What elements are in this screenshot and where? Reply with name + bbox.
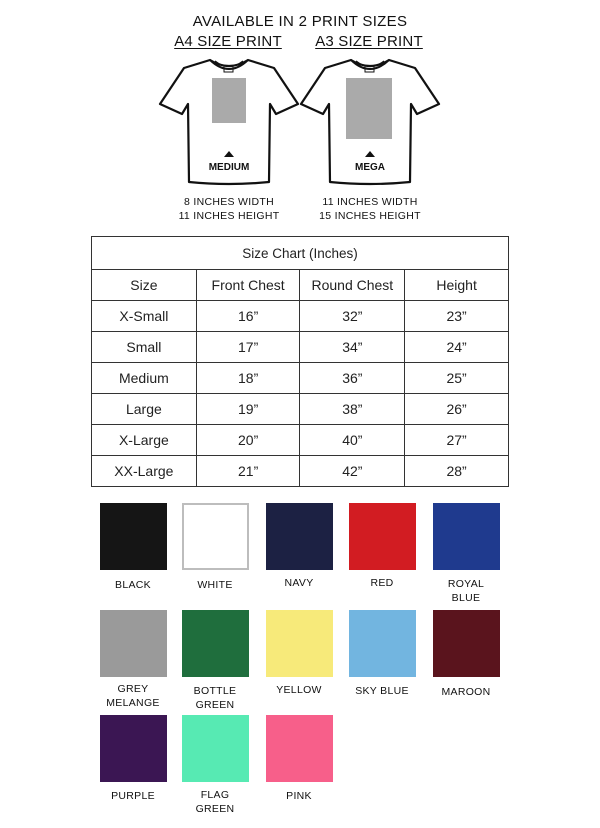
a4-shirt-label: MEDIUM bbox=[208, 162, 250, 173]
color-label-yellow: YELLOW bbox=[276, 684, 322, 696]
color-label-bottle-green: BOTTLE GREEN bbox=[193, 685, 237, 711]
table-cell: 34” bbox=[300, 332, 405, 363]
color-label-pink: PINK bbox=[286, 790, 312, 802]
table-cell: 42” bbox=[300, 456, 405, 487]
a3-size-label: A3 SIZE PRINT bbox=[315, 33, 423, 50]
table-cell: 18” bbox=[196, 363, 300, 394]
a4-height-text: 11 INCHES HEIGHT bbox=[178, 210, 280, 222]
size-chart-title: Size Chart (Inches) bbox=[92, 237, 509, 270]
color-swatch-navy[interactable] bbox=[266, 503, 333, 570]
table-row bbox=[92, 363, 509, 394]
table-header-row bbox=[92, 270, 509, 301]
color-label-red: RED bbox=[370, 577, 394, 589]
table-cell: 40” bbox=[300, 425, 405, 456]
table-cell: 32” bbox=[300, 301, 405, 332]
a4-size-label: A4 SIZE PRINT bbox=[174, 33, 282, 50]
table-cell: 17” bbox=[196, 332, 300, 363]
table-cell: 16” bbox=[196, 301, 300, 332]
table-cell: 21” bbox=[196, 456, 300, 487]
a4-dimensions bbox=[154, 195, 304, 223]
table-cell: 24” bbox=[405, 332, 509, 363]
a3-dimensions bbox=[295, 195, 445, 223]
a3-height-text: 15 INCHES HEIGHT bbox=[319, 210, 421, 222]
color-swatch-white[interactable] bbox=[182, 503, 249, 570]
color-label-maroon: MAROON bbox=[441, 686, 491, 698]
color-label-grey-melange: GREY MELANGE bbox=[106, 683, 160, 709]
color-swatch-sky-blue[interactable] bbox=[349, 610, 416, 677]
a3-tshirt-illustration bbox=[299, 52, 441, 192]
a3-print-area bbox=[346, 78, 392, 139]
table-cell: 20” bbox=[196, 425, 300, 456]
table-cell: X-Small bbox=[92, 301, 197, 332]
size-chart-table bbox=[91, 236, 509, 487]
table-cell: 38” bbox=[300, 394, 405, 425]
table-cell: XX-Large bbox=[92, 456, 197, 487]
table-cell: 19” bbox=[196, 394, 300, 425]
table-row bbox=[92, 425, 509, 456]
table-cell: 28” bbox=[405, 456, 509, 487]
table-cell: 25” bbox=[405, 363, 509, 394]
color-label-flag-green: FLAG GREEN bbox=[195, 789, 235, 815]
table-cell: X-Large bbox=[92, 425, 197, 456]
table-cell: Small bbox=[92, 332, 197, 363]
color-swatch-purple[interactable] bbox=[100, 715, 167, 782]
a4-tshirt-illustration bbox=[158, 52, 300, 192]
color-label-purple: PURPLE bbox=[111, 790, 155, 802]
color-label-white: WHITE bbox=[197, 579, 233, 591]
color-swatch-red[interactable] bbox=[349, 503, 416, 570]
table-cell: 26” bbox=[405, 394, 509, 425]
page-heading: AVAILABLE IN 2 PRINT SIZES bbox=[192, 13, 408, 30]
column-header: Height bbox=[405, 270, 509, 301]
table-cell: Large bbox=[92, 394, 197, 425]
a3-shirt-label: MEGA bbox=[355, 162, 385, 173]
color-swatch-royal-blue[interactable] bbox=[433, 503, 500, 570]
color-swatch-flag-green[interactable] bbox=[182, 715, 249, 782]
table-row bbox=[92, 456, 509, 487]
column-header: Round Chest bbox=[300, 270, 405, 301]
color-swatch-pink[interactable] bbox=[266, 715, 333, 782]
color-swatch-bottle-green[interactable] bbox=[182, 610, 249, 677]
color-label-black: BLACK bbox=[115, 579, 151, 591]
a3-width-text: 11 INCHES WIDTH bbox=[322, 196, 418, 208]
table-row bbox=[92, 301, 509, 332]
column-header: Size bbox=[92, 270, 197, 301]
color-swatch-black[interactable] bbox=[100, 503, 167, 570]
column-header: Front Chest bbox=[196, 270, 300, 301]
color-swatch-grey-melange[interactable] bbox=[100, 610, 167, 677]
table-cell: Medium bbox=[92, 363, 197, 394]
table-cell: 23” bbox=[405, 301, 509, 332]
color-label-sky-blue: SKY BLUE bbox=[355, 685, 409, 697]
a4-print-area bbox=[212, 78, 246, 123]
color-label-navy: NAVY bbox=[284, 577, 314, 589]
color-swatch-yellow[interactable] bbox=[266, 610, 333, 677]
color-swatch-maroon[interactable] bbox=[433, 610, 500, 677]
table-cell: 36” bbox=[300, 363, 405, 394]
table-row bbox=[92, 394, 509, 425]
color-label-royal-blue: ROYAL BLUE bbox=[447, 578, 485, 604]
table-cell: 27” bbox=[405, 425, 509, 456]
a4-width-text: 8 INCHES WIDTH bbox=[184, 196, 274, 208]
table-row bbox=[92, 332, 509, 363]
